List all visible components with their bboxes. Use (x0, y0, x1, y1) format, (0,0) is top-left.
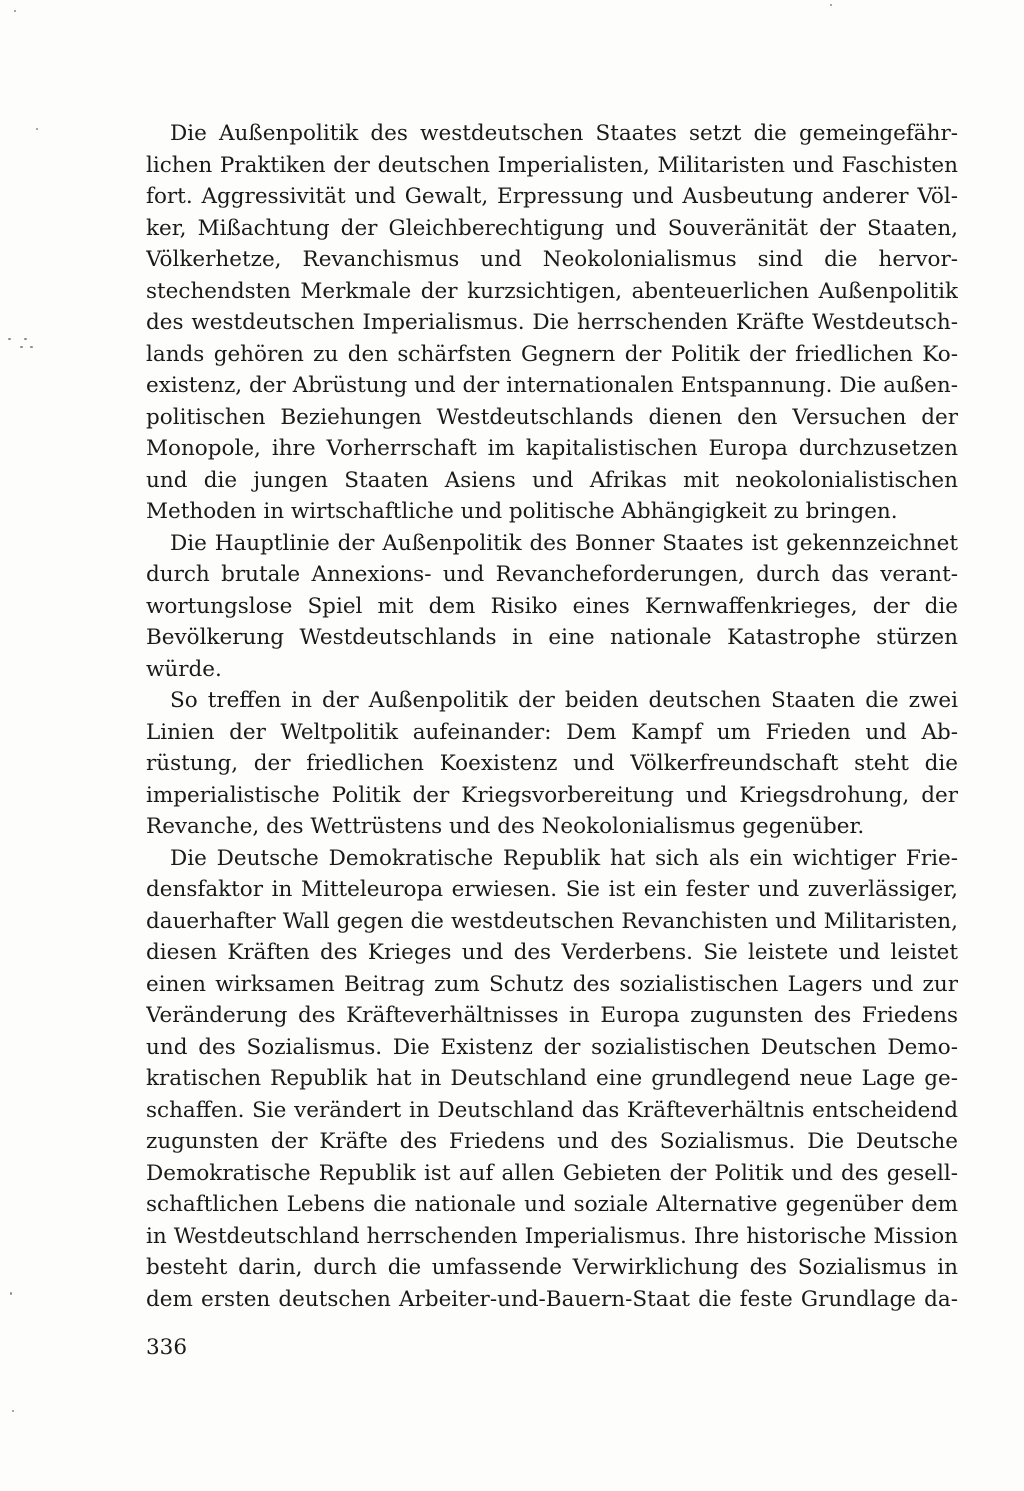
text-line: dem ersten deutschen Arbeiter-und-Bauern-Staat die feste Grundlage da- (146, 1286, 958, 1312)
text-line: fort. Aggressivität und Gewalt, Erpressung und Ausbeutung anderer Völ- (146, 184, 958, 209)
text-line: Methoden in wirtschaftliche und politische Abhängigkeit zu bringen. (146, 499, 898, 524)
text-line: Die Außenpolitik des westdeutschen Staates setzt die gemeingefähr- (170, 121, 958, 146)
page-number: 336 (146, 1335, 188, 1360)
text-line: diesen Kräften des Krieges und des Verderbens. Sie leistete und leistet (146, 940, 958, 965)
text-line: kratischen Republik hat in Deutschland eine grundlegend neue Lage ge- (146, 1066, 958, 1091)
scan-speck (830, 4, 832, 6)
text-line: ker, Mißachtung der Gleichberechtigung und Souveränität der Staaten, (146, 215, 958, 241)
scan-speck (12, 1410, 14, 1412)
text-line: einen wirksamen Beitrag zum Schutz des sozialistischen Lagers und zur (146, 971, 958, 997)
text-line: densfaktor in Mitteleuropa erwiesen. Sie ist ein fester und zuverlässiger, (146, 877, 958, 902)
text-line: Revanche, des Wettrüstens und des Neokolonialismus gegenüber. (146, 814, 865, 839)
text-line: existenz, der Abrüstung und der internationalen Entspannung. Die außen- (146, 373, 958, 398)
text-line: und des Sozialismus. Die Existenz der sozialistischen Deutschen Demo- (146, 1034, 958, 1060)
text-line: politischen Beziehungen Westdeutschlands dienen den Versuchen der (146, 404, 958, 430)
text-line: würde. (146, 656, 222, 682)
text-line: in Westdeutschland herrschenden Imperialismus. Ihre historische Mission (146, 1223, 958, 1249)
paragraph-3 (146, 685, 958, 843)
text-line: stechendsten Merkmale der kurzsichtigen, abenteuerlichen Außenpolitik (146, 278, 958, 304)
text-line: lichen Praktiken der deutschen Imperialisten, Militaristen und Faschisten (146, 152, 958, 178)
paragraph-1 (146, 118, 958, 528)
text-line: Monopole, ihre Vorherrschaft im kapitalistischen Europa durchzusetzen (146, 436, 958, 461)
text-line: Völkerhetze, Revanchismus und Neokolonialismus sind die hervor- (146, 247, 958, 272)
text-line: und die jungen Staaten Asiens und Afrikas mit neokolonialistischen (146, 467, 958, 493)
text-line: zugunsten der Kräfte des Friedens und des Sozialismus. Die Deutsche (146, 1129, 958, 1154)
paragraph-4 (146, 843, 958, 1316)
text-line: Bevölkerung Westdeutschlands in eine nationale Katastrophe stürzen (146, 625, 958, 650)
scan-speck (36, 128, 38, 130)
scan-speck (10, 1292, 12, 1295)
text-line: Demokratische Republik ist auf allen Gebieten der Politik und des gesell- (146, 1160, 958, 1186)
text-line: dauerhafter Wall gegen die westdeutschen Revanchisten und Militaristen, (146, 908, 958, 934)
text-line: Linien der Weltpolitik aufeinander: Dem Kampf um Frieden und Ab- (146, 719, 958, 745)
text-line: Die Hauptlinie der Außenpolitik des Bonner Staates ist gekennzeichnet (170, 530, 958, 556)
paragraph-2 (146, 528, 958, 686)
text-line: wortungslose Spiel mit dem Risiko eines Kernwaffenkrieges, der die (146, 593, 958, 619)
text-line: des westdeutschen Imperialismus. Die herrschenden Kräfte Westdeutsch- (146, 310, 958, 335)
scan-speck (30, 346, 33, 348)
text-line: lands gehören zu den schärfsten Gegnern der Politik der friedlichen Ko- (146, 341, 958, 367)
text-line: So treffen in der Außenpolitik der beiden deutschen Staaten die zwei (170, 688, 958, 713)
scan-speck (14, 10, 16, 12)
text-line: schaftlichen Lebens die nationale und soziale Alternative gegenüber dem (146, 1192, 958, 1217)
text-line: Die Deutsche Demokratische Republik hat sich als ein wichtiger Frie- (170, 845, 958, 871)
text-line: imperialistische Politik der Kriegsvorbereitung und Kriegsdrohung, der (146, 782, 958, 808)
text-line: besteht darin, durch die umfassende Verwirklichung des Sozialismus in (146, 1255, 958, 1280)
text-line: schaffen. Sie verändert in Deutschland das Kräfteverhältnis entscheidend (146, 1097, 958, 1123)
scan-speck (20, 346, 23, 348)
scan-speck (8, 338, 11, 340)
body-text (146, 118, 958, 1315)
scan-speck (24, 338, 27, 340)
text-line: rüstung, der friedlichen Koexistenz und Völkerfreundschaft steht die (146, 751, 958, 776)
text-line: Veränderung des Kräfteverhältnisses in Europa zugunsten des Friedens (146, 1003, 958, 1028)
text-line: durch brutale Annexions- und Revancheforderungen, durch das verant- (146, 562, 958, 587)
